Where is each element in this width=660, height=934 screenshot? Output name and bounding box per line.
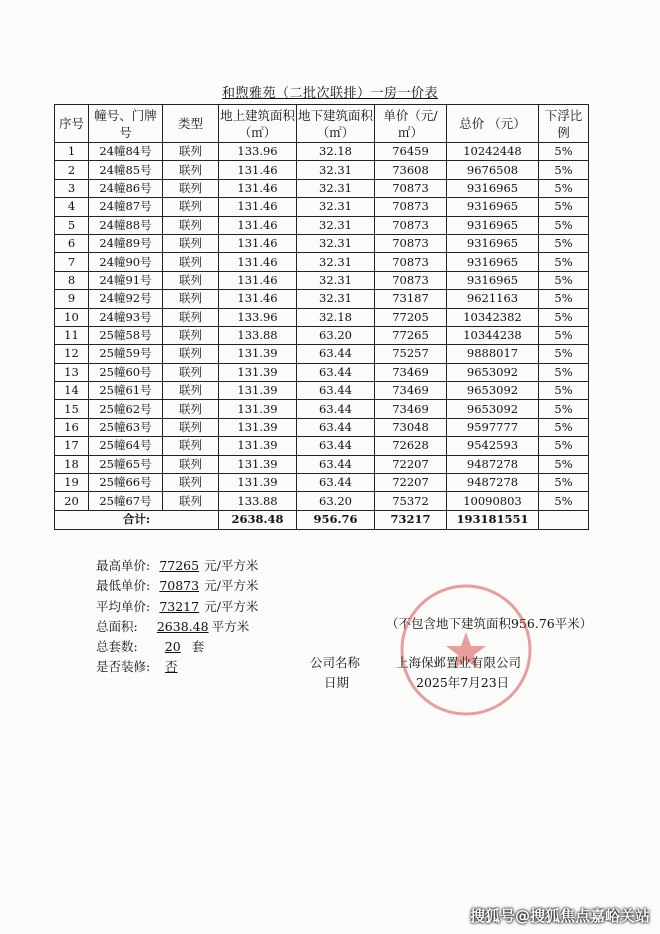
cell-unit-price: 73608 [375, 161, 447, 179]
cell-unit: 25幢59号 [89, 345, 163, 363]
area-note: （不包含地下建筑面积956.76平米） [386, 616, 593, 631]
cell-below-area: 63.44 [297, 437, 375, 455]
cell-unit: 25幢58号 [89, 326, 163, 344]
cell-below-area: 32.18 [297, 143, 375, 161]
cell-discount: 5% [539, 253, 589, 271]
cell-discount: 5% [539, 363, 589, 381]
cell-above-area: 131.39 [219, 455, 297, 473]
cell-below-area: 32.31 [297, 253, 375, 271]
cell-index: 20 [55, 492, 89, 510]
cell-index: 11 [55, 326, 89, 344]
cell-unit: 25幢63号 [89, 418, 163, 436]
cell-unit-price: 77265 [375, 326, 447, 344]
cell-unit: 24幢88号 [89, 216, 163, 234]
summary-min: 最低单价: 70873 元/平方米 [96, 576, 258, 596]
cell-discount: 5% [539, 198, 589, 216]
cell-unit-price: 70873 [375, 198, 447, 216]
header-above-area: 地上建筑面积（㎡） [219, 105, 297, 143]
cell-type: 联列 [163, 492, 219, 510]
cell-below-area: 63.20 [297, 492, 375, 510]
total-price: 193181551 [447, 510, 539, 529]
cell-unit: 25幢66号 [89, 474, 163, 492]
cell-total-price: 9316965 [447, 216, 539, 234]
cell-unit-price: 73187 [375, 290, 447, 308]
table-row [55, 290, 589, 308]
table-row [55, 418, 589, 436]
cell-unit-price: 72207 [375, 455, 447, 473]
cell-total-price: 10342382 [447, 308, 539, 326]
table-row [55, 308, 589, 326]
cell-index: 1 [55, 143, 89, 161]
cell-index: 4 [55, 198, 89, 216]
table-row [55, 161, 589, 179]
area-value: 2638.48 [156, 618, 209, 634]
table-row [55, 400, 589, 418]
cell-unit: 24幢92号 [89, 290, 163, 308]
cell-below-area: 32.31 [297, 234, 375, 252]
price-table [54, 104, 589, 530]
cell-unit: 25幢67号 [89, 492, 163, 510]
company-name-value: 上海保邺置业有限公司 [396, 655, 522, 670]
cell-index: 6 [55, 234, 89, 252]
cell-discount: 5% [539, 179, 589, 197]
cell-type: 联列 [163, 455, 219, 473]
cell-index: 16 [55, 418, 89, 436]
cell-discount: 5% [539, 308, 589, 326]
cell-type: 联列 [163, 271, 219, 289]
cell-unit-price: 72628 [375, 437, 447, 455]
table-row [55, 216, 589, 234]
cell-above-area: 131.39 [219, 345, 297, 363]
cell-unit: 24幢89号 [89, 234, 163, 252]
table-header-row [55, 105, 589, 143]
table-row [55, 326, 589, 344]
cell-above-area: 131.39 [219, 363, 297, 381]
table-row [55, 345, 589, 363]
cell-unit: 24幢90号 [89, 253, 163, 271]
cell-total-price: 9621163 [447, 290, 539, 308]
cell-above-area: 133.88 [219, 326, 297, 344]
cell-unit: 25幢65号 [89, 455, 163, 473]
cell-type: 联列 [163, 179, 219, 197]
cell-unit-price: 70873 [375, 216, 447, 234]
cell-discount: 5% [539, 345, 589, 363]
summary-decor: 是否装修: 否 [96, 657, 258, 677]
table-row [55, 492, 589, 510]
cell-above-area: 131.46 [219, 161, 297, 179]
header-index: 序号 [55, 105, 89, 143]
header-type: 类型 [163, 105, 219, 143]
cell-total-price: 9487278 [447, 455, 539, 473]
cell-discount: 5% [539, 143, 589, 161]
cell-index: 9 [55, 290, 89, 308]
cell-above-area: 131.46 [219, 271, 297, 289]
cell-discount: 5% [539, 474, 589, 492]
cell-unit: 24幢91号 [89, 271, 163, 289]
cell-below-area: 63.44 [297, 363, 375, 381]
table-row [55, 382, 589, 400]
cell-index: 7 [55, 253, 89, 271]
cell-discount: 5% [539, 326, 589, 344]
cell-total-price: 9316965 [447, 271, 539, 289]
cell-unit: 25幢62号 [89, 400, 163, 418]
company-date-label: 日期 [324, 675, 350, 690]
cell-total-price: 9888017 [447, 345, 539, 363]
cell-total-price: 9653092 [447, 363, 539, 381]
cell-unit-price: 70873 [375, 253, 447, 271]
header-below-area: 地下建筑面积（㎡） [297, 105, 375, 143]
cell-total-price: 9597777 [447, 418, 539, 436]
cell-discount: 5% [539, 290, 589, 308]
total-row [55, 510, 589, 529]
min-price-value: 70873 [159, 578, 200, 594]
cell-type: 联列 [163, 234, 219, 252]
cell-total-price: 9316965 [447, 253, 539, 271]
cell-above-area: 131.46 [219, 253, 297, 271]
cell-index: 5 [55, 216, 89, 234]
cell-type: 联列 [163, 400, 219, 418]
total-label: 合计: [55, 510, 219, 529]
cell-type: 联列 [163, 290, 219, 308]
cell-unit: 25幢60号 [89, 363, 163, 381]
cell-unit: 24幢87号 [89, 198, 163, 216]
cell-discount: 5% [539, 271, 589, 289]
table-row [55, 363, 589, 381]
company-date-row [310, 673, 510, 693]
cell-index: 8 [55, 271, 89, 289]
total-below-area: 956.76 [297, 510, 375, 529]
cell-below-area: 32.31 [297, 271, 375, 289]
cell-above-area: 131.46 [219, 216, 297, 234]
summary-avg: 平均单价: 73217 元/平方米 [96, 597, 258, 617]
cell-index: 3 [55, 179, 89, 197]
header-unit: 幢号、门牌号 [89, 105, 163, 143]
cell-index: 17 [55, 437, 89, 455]
header-unit-price: 单价（元/㎡） [375, 105, 447, 143]
summary-block [96, 556, 258, 678]
cell-below-area: 63.44 [297, 474, 375, 492]
cell-unit: 25幢61号 [89, 382, 163, 400]
count-value: 20 [164, 639, 181, 655]
company-seal [396, 580, 536, 720]
company-date-value: 2025年7月23日 [416, 675, 510, 690]
cell-discount: 5% [539, 437, 589, 455]
cell-discount: 5% [539, 418, 589, 436]
cell-type: 联列 [163, 216, 219, 234]
cell-above-area: 131.39 [219, 437, 297, 455]
cell-unit-price: 73048 [375, 418, 447, 436]
cell-above-area: 131.46 [219, 234, 297, 252]
total-above-area: 2638.48 [219, 510, 297, 529]
table-row [55, 198, 589, 216]
cell-below-area: 32.18 [297, 308, 375, 326]
cell-total-price: 10090803 [447, 492, 539, 510]
source-watermark: 搜狐号@搜狐焦点嘉峪关站 [469, 907, 650, 925]
cell-below-area: 63.44 [297, 400, 375, 418]
cell-total-price: 10344238 [447, 326, 539, 344]
summary-max: 最高单价: 77265 元/平方米 [96, 556, 258, 576]
cell-above-area: 133.88 [219, 492, 297, 510]
cell-unit-price: 75372 [375, 492, 447, 510]
summary-count: 总套数: 20 套 [96, 637, 258, 657]
cell-total-price: 9316965 [447, 179, 539, 197]
cell-unit-price: 73469 [375, 400, 447, 418]
cell-unit-price: 73469 [375, 382, 447, 400]
cell-unit-price: 70873 [375, 271, 447, 289]
max-price-value: 77265 [159, 558, 200, 573]
cell-below-area: 32.31 [297, 161, 375, 179]
cell-below-area: 32.31 [297, 290, 375, 308]
table-row [55, 253, 589, 271]
cell-unit-price: 70873 [375, 234, 447, 252]
cell-total-price: 9487278 [447, 474, 539, 492]
cell-index: 18 [55, 455, 89, 473]
cell-total-price: 9653092 [447, 382, 539, 400]
cell-type: 联列 [163, 161, 219, 179]
cell-index: 10 [55, 308, 89, 326]
cell-total-price: 10242448 [447, 143, 539, 161]
cell-index: 13 [55, 363, 89, 381]
company-name-row [310, 653, 522, 673]
cell-type: 联列 [163, 363, 219, 381]
cell-below-area: 32.31 [297, 198, 375, 216]
cell-unit: 24幢84号 [89, 143, 163, 161]
table-row [55, 474, 589, 492]
cell-type: 联列 [163, 326, 219, 344]
cell-discount: 5% [539, 234, 589, 252]
cell-above-area: 131.46 [219, 290, 297, 308]
table-row [55, 455, 589, 473]
cell-index: 12 [55, 345, 89, 363]
cell-unit-price: 75257 [375, 345, 447, 363]
cell-type: 联列 [163, 474, 219, 492]
cell-discount: 5% [539, 216, 589, 234]
cell-unit-price: 76459 [375, 143, 447, 161]
company-block [310, 653, 522, 693]
cell-index: 2 [55, 161, 89, 179]
cell-below-area: 32.31 [297, 216, 375, 234]
cell-above-area: 131.46 [219, 198, 297, 216]
cell-discount: 5% [539, 400, 589, 418]
cell-below-area: 63.44 [297, 382, 375, 400]
table-row [55, 271, 589, 289]
cell-above-area: 131.39 [219, 474, 297, 492]
cell-unit-price: 70873 [375, 179, 447, 197]
table-row [55, 437, 589, 455]
cell-above-area: 133.96 [219, 308, 297, 326]
summary-area: 总面积: 2638.48 平方米 [96, 617, 258, 637]
avg-price-value: 73217 [159, 598, 200, 614]
table-row [55, 234, 589, 252]
cell-below-area: 63.44 [297, 455, 375, 473]
cell-type: 联列 [163, 437, 219, 455]
cell-below-area: 63.44 [297, 418, 375, 436]
cell-total-price: 9316965 [447, 198, 539, 216]
table-row [55, 179, 589, 197]
cell-total-price: 9542593 [447, 437, 539, 455]
cell-below-area: 63.44 [297, 345, 375, 363]
cell-index: 14 [55, 382, 89, 400]
cell-above-area: 131.39 [219, 418, 297, 436]
cell-discount: 5% [539, 161, 589, 179]
cell-above-area: 131.39 [219, 382, 297, 400]
table-row [55, 143, 589, 161]
cell-unit: 24幢85号 [89, 161, 163, 179]
cell-type: 联列 [163, 143, 219, 161]
company-name-label: 公司名称 [310, 655, 361, 670]
cell-type: 联列 [163, 253, 219, 271]
cell-index: 15 [55, 400, 89, 418]
cell-type: 联列 [163, 418, 219, 436]
cell-index: 19 [55, 474, 89, 492]
cell-unit: 24幢93号 [89, 308, 163, 326]
cell-unit-price: 73469 [375, 363, 447, 381]
cell-type: 联列 [163, 345, 219, 363]
decor-value: 否 [164, 659, 178, 675]
cell-total-price: 9316965 [447, 234, 539, 252]
cell-total-price: 9653092 [447, 400, 539, 418]
header-total-price: 总价 （元） [447, 105, 539, 143]
cell-above-area: 133.96 [219, 143, 297, 161]
cell-discount: 5% [539, 492, 589, 510]
total-unit-price: 73217 [375, 510, 447, 529]
cell-discount: 5% [539, 455, 589, 473]
cell-discount: 5% [539, 382, 589, 400]
cell-below-area: 32.31 [297, 179, 375, 197]
cell-unit-price: 72207 [375, 474, 447, 492]
cell-type: 联列 [163, 198, 219, 216]
cell-below-area: 63.20 [297, 326, 375, 344]
cell-type: 联列 [163, 308, 219, 326]
cell-type: 联列 [163, 382, 219, 400]
cell-unit: 24幢86号 [89, 179, 163, 197]
header-discount: 下浮比例 [539, 105, 589, 143]
cell-above-area: 131.39 [219, 400, 297, 418]
cell-unit: 25幢64号 [89, 437, 163, 455]
document-title: 和煦雅苑（二批次联排）一房一价表 [221, 86, 438, 101]
cell-above-area: 131.46 [219, 179, 297, 197]
total-empty [539, 510, 589, 529]
cell-unit-price: 77205 [375, 308, 447, 326]
cell-total-price: 9676508 [447, 161, 539, 179]
